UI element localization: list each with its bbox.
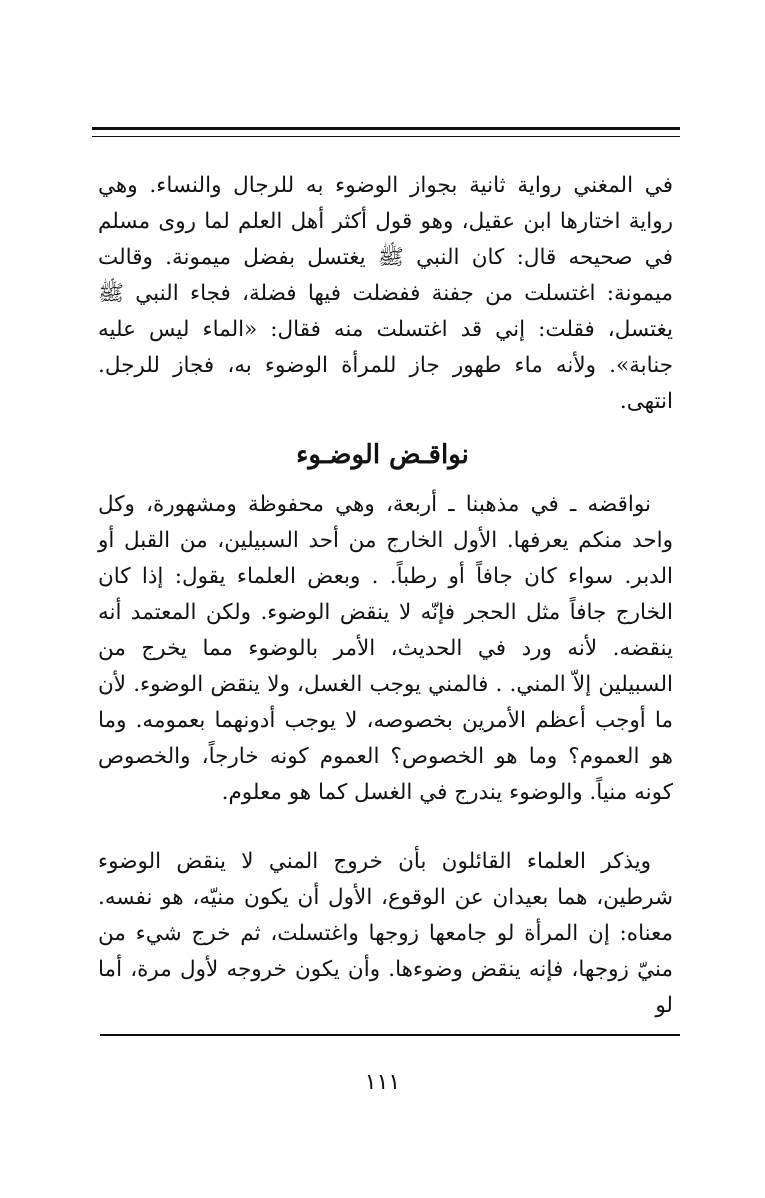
- paragraph-3: ويذكر العلماء القائلون بأن خروج المني لا ينقض الوضوء شرطين، هما بعيدان عن الوقوع، الأول أن يكون منيّه، هو نفسه. معناه: إن المرأة لو جامعها زوجها واغتسلت، ثم خرج شيء من منيّ زوجها، فإنه ينقض وضوءها. وأن يكون خروجه لأول مرة، أما لو: [98, 849, 673, 1018]
- header-rule-thick: [92, 127, 680, 130]
- section-heading: نواقـض الوضـوء: [296, 440, 469, 470]
- page-number: ١١١: [364, 1070, 401, 1095]
- paragraph-2: نواقضه ـ في مذهبنا ـ أربعة، وهي محفوظة ومشهورة، وكل واحد منكم يعرفها. الأول الخارج من أحد السبيلين، من القبل أو الدبر. سواء كان جافاً أو رطباً. . وبعض العلماء يقول: إذا كان الخارج جافاً مثل الحجر فإنّه لا ينقض الوضوء. ولكن المعتمد أنه ينقضه. لأنه ورد في الحديث، الأمر بالوضوء مما يخرج من السبيلين إلاّ المني. . فالمني يوجب الغسل، ولا ينقض الوضوء. لأن ما أوجب أعظم الأمرين بخصوصه، لا يوجب أدونهما بعمومه. وما هو العموم؟ وما هو الخصوص؟ العموم كونه خارجاً، والخصوص كونه منياً. والوضوء يندرج في الغسل كما هو معلوم.: [98, 492, 673, 805]
- header-rule-thin: [92, 136, 680, 137]
- footer-rule: [100, 1034, 680, 1036]
- paragraph-1: في المغني رواية ثانية بجواز الوضوء به للرجال والنساء. وهي رواية اختارها ابن عقيل، وهو قول أكثر أهل العلم لما روى مسلم في صحيحه قال: كان النبي ﷺ يغتسل بفضل ميمونة. وقالت ميمونة: اغتسلت من جفنة ففضلت فيها فضلة، فجاء النبي ﷺ يغتسل، فقلت: إني قد اغتسلت منه فقال: «الماء ليس عليه جنابة». ولأنه ماء طهور جاز للمرأة الوضوء به، فجاز للرجل. انتهى.: [98, 173, 673, 414]
